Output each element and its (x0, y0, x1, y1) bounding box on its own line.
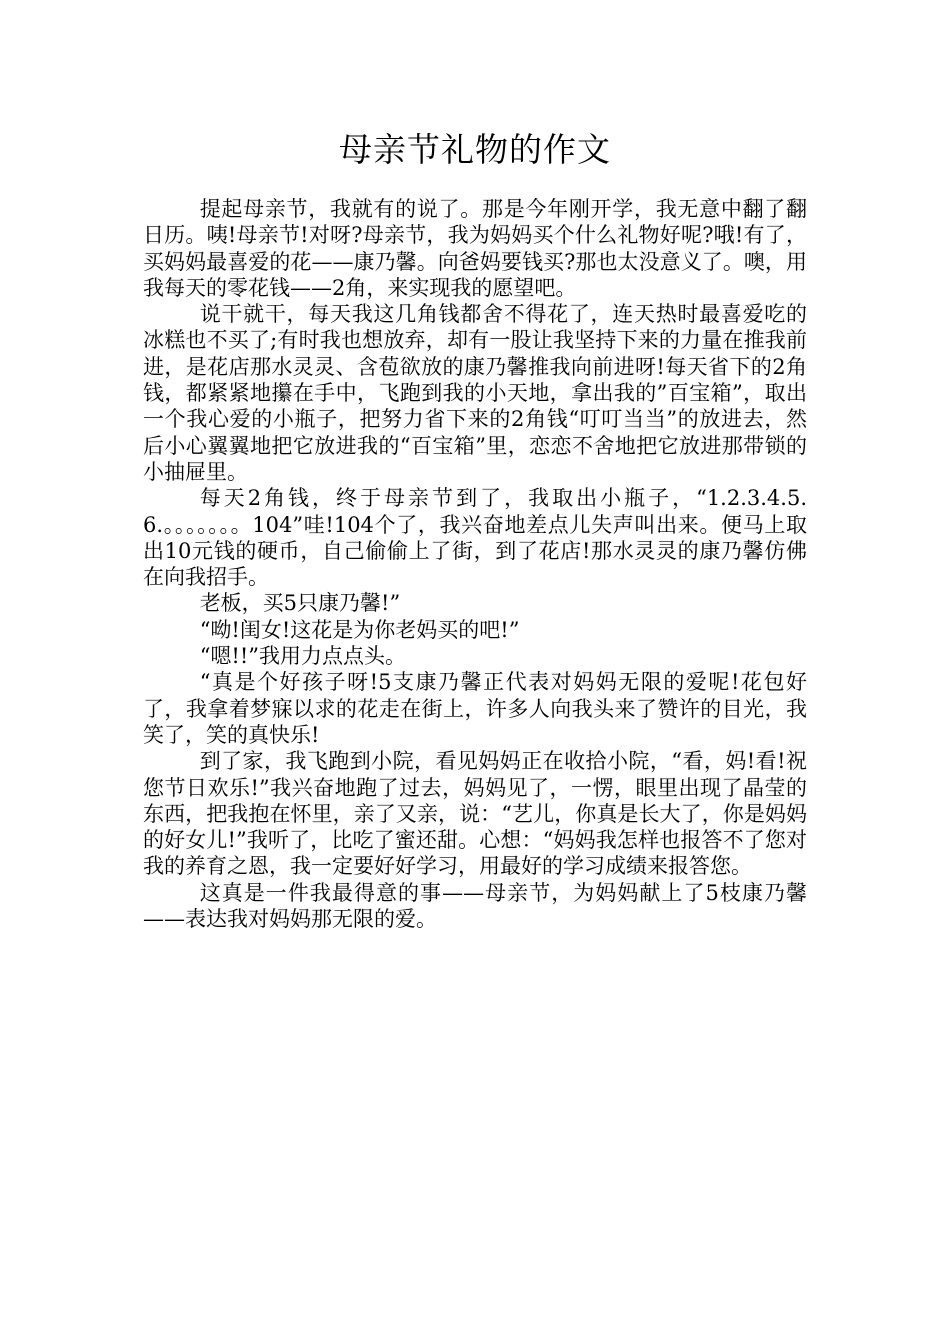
paragraph-3: 每天2角钱，终于母亲节到了，我取出小瓶子，“1.2.3.4.5.6.。。。。。。。104”哇!104个了，我兴奋地差点儿失声叫出来。便马上取出10元钱的硬币，自己偷偷上了街，到了花店!那水灵灵的康乃馨仿佛在向我招手。 (143, 486, 807, 590)
essay-body (143, 196, 807, 932)
paragraph-6: “嗯!!”我用力点点头。 (199, 644, 407, 669)
paragraph-9: 这真是一件我最得意的事——母亲节，为妈妈献上了5枝康乃馨——表达我对妈妈那无限的爱。 (143, 880, 807, 932)
paragraph-2: 说干就干，每天我这几角钱都舍不得花了，连天热时最喜爱吃的冰糕也不买了;有时我也想放弃，却有一股让我坚持下来的力量在推我前进，是花店那水灵灵、含苞欲放的康乃馨推我向前进呀!每天省下的2角钱，都紧紧地攥在手中，飞跑到我的小天地，拿出我的”百宝箱”，取出一个我心爱的小瓶子，把努力省下来的2角钱“叮叮当当”的放进去，然后小心翼翼地把它放进我的“百宝箱”里，恋恋不舍地把它放进那带锁的小抽屉里。 (143, 302, 807, 484)
paragraph-8: 到了家，我飞跑到小院，看见妈妈正在收拾小院，“看，妈!看!祝您节日欢乐!”我兴奋地跑了过去，妈妈见了，一愣，眼里出现了晶莹的东西，把我抱在怀里，亲了又亲，说：“艺儿，你真是长大了，你是妈妈的好女儿!”我听了，比吃了蜜还甜。心想：“妈妈我怎样也报答不了您对我的养育之恩，我一定要好好学习，用最好的学习成绩来报答您。 (143, 749, 807, 879)
paragraph-4: 老板，买5只康乃馨!” (199, 591, 401, 616)
document-title: 母亲节礼物的作文 (339, 130, 611, 169)
paragraph-5: “呦!闺女!这花是为你老妈买的吧!” (199, 617, 520, 642)
paragraph-7: “真是个好孩子呀!5支康乃馨正代表对妈妈无限的爱呢!花包好了，我拿着梦寐以求的花走在街上，许多人向我头来了赞许的目光，我笑了，笑的真快乐! (143, 670, 807, 747)
paragraph-1: 提起母亲节，我就有的说了。那是今年刚开学，我无意中翻了翻日历。咦!母亲节!对呀?母亲节，我为妈妈买个什么礼物好呢?哦!有了，买妈妈最喜爱的花——康乃馨。向爸妈要钱买?那也太没意义了。噢，用我每天的零花钱——2角，来实现我的愿望吧。 (143, 197, 807, 300)
